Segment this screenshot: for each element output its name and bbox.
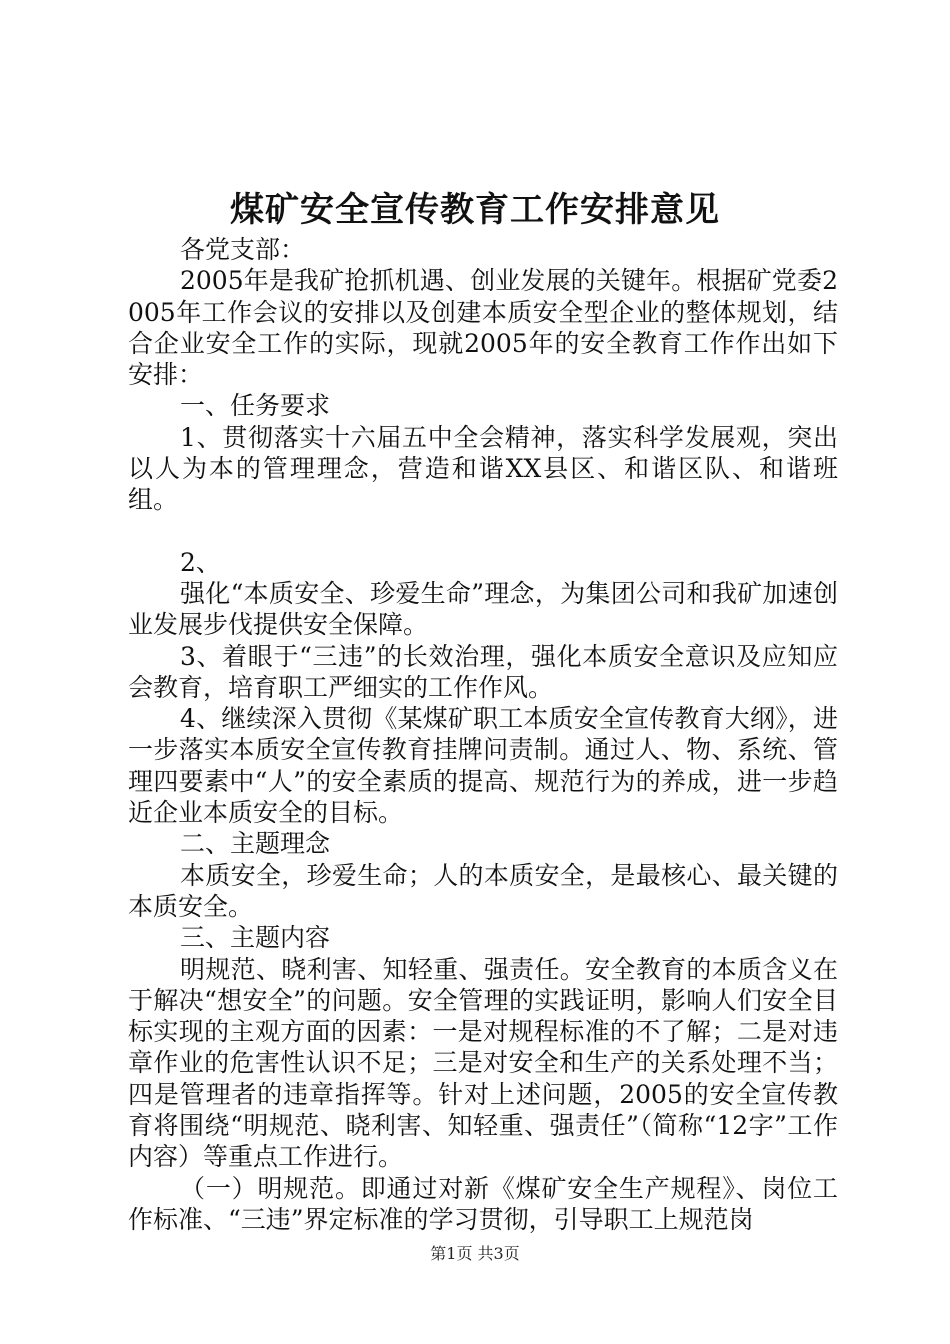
paragraph-gap (128, 516, 838, 547)
task-item-2-number: 2、 (180, 547, 221, 577)
content-paragraph: 明规范、晓利害、知轻重、强责任。安全教育的本质含义在于解决“想安全”的问题。安全管理的实践证明，影响人们安全目标实现的主观方面的因素：一是对规程标准的不了解；二是对违章作业的危害性认识不足；三是对安全和生产的关系处理不当；四是管理者的违章指挥等。针对上述问题，2005的安全宣传教育将围绕“明规范、晓利害、知轻重、强责任”（简称“12字”工作内容）等重点工作进行。 (128, 954, 838, 1172)
document-body (128, 234, 838, 1235)
subsection-1-paragraph: （一）明规范。即通过对新《煤矿安全生产规程》、岗位工作标准、“三违”界定标准的学习贯彻，引导职工上规范岗 (128, 1173, 838, 1234)
task-item-2-text: 强化“本质安全、珍爱生命”理念，为集团公司和我矿加速创业发展步伐提供安全保障。 (128, 578, 838, 640)
salutation: 各党支部： (180, 235, 306, 264)
task-item-1: 1、贯彻落实十六届五中全会精神，落实科学发展观，突出以人为本的管理理念，营造和谐XX县区、和谐区队、和谐班组。 (128, 422, 838, 515)
section-heading-content: 三、主题内容 (180, 923, 331, 953)
page-number-footer: 第1页 共3页 (430, 1244, 520, 1263)
theme-paragraph: 本质安全，珍爱生命；人的本质安全，是最核心、最关键的本质安全。 (128, 860, 838, 921)
document-title: 煤矿安全宣传教育工作安排意见 (230, 190, 720, 230)
task-item-4: 4、继续深入贯彻《某煤矿职工本质安全宣传教育大纲》，进一步落实本质安全宣传教育挂牌问责制。通过人、物、系统、管理四要素中“人”的安全素质的提高、规范行为的养成，进一步趋近企业本质安全的目标。 (128, 704, 838, 828)
section-heading-tasks: 一、任务要求 (180, 391, 331, 421)
task-item-3: 3、着眼于“三违”的长效治理，强化本质安全意识及应知应会教育，培育职工严细实的工作作风。 (128, 641, 838, 702)
paragraph-intro: 2005年是我矿抢抓机遇、创业发展的关键年。根据矿党委2005年工作会议的安排以及创建本质安全型企业的整体规划，结合企业安全工作的实际，现就2005年的安全教育工作作出如下安排： (128, 266, 838, 390)
section-heading-theme: 二、主题理念 (180, 829, 331, 859)
